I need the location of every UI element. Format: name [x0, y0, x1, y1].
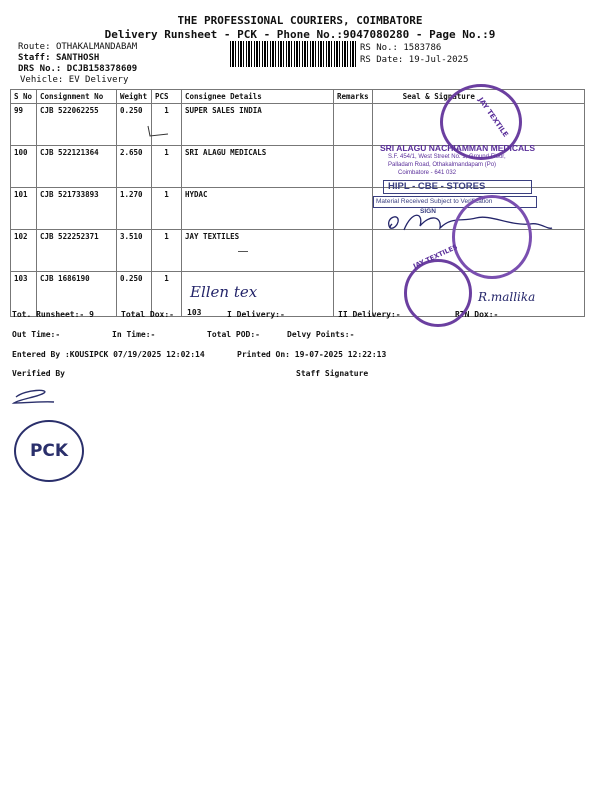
delvy-points: Delvy Points:- [287, 330, 355, 339]
in-time: In Time:- [112, 330, 156, 339]
cell-weight: 3.510 [117, 230, 152, 272]
route-label: Route: [18, 42, 51, 52]
ii-delivery: II Delivery:- [338, 310, 401, 319]
staff-line [18, 53, 99, 63]
vehicle-value: EV Delivery [68, 75, 129, 85]
verified-signature-icon [10, 385, 60, 415]
cell-weight: 0.250 [117, 272, 152, 317]
total-dox-value: 103 [187, 308, 202, 317]
staff-value: SANTHOSH [55, 53, 100, 63]
entered-by: Entered By :KOUSIPCK 07/19/2025 12:02:14 [12, 350, 205, 359]
drs-line [18, 64, 137, 74]
col-sno: S No [11, 90, 37, 104]
cell-pcs: 1 [152, 104, 182, 146]
col-consignment: Consignment No [37, 90, 117, 104]
cell-pcs: 1 [152, 146, 182, 188]
staff-label: Staff: [18, 53, 51, 63]
total-dox-label: Total Dox:- [121, 310, 174, 319]
dash-mark [238, 251, 248, 252]
jay-textile-stamp-text: JAY TEXTILE [476, 96, 510, 139]
col-consignee: Consignee Details [182, 90, 334, 104]
cell-pcs: 1 [152, 230, 182, 272]
cell-consignment: CJB 521733893 [37, 188, 117, 230]
cell-sno: 103 [11, 272, 37, 317]
rs-no-label: RS No.: [360, 43, 398, 53]
tot-runsheet: Tot. Runsheet:- 9 [12, 310, 94, 319]
cell-pcs: 1 [152, 272, 182, 317]
sign-label: SIGN [420, 208, 436, 215]
cell-consignee: SRI ALAGU MEDICALS [182, 146, 334, 188]
rs-date-value: 19-Jul-2025 [408, 55, 469, 65]
cell-consignment: CJB 522062255 [37, 104, 117, 146]
col-pcs: PCS [152, 90, 182, 104]
col-remarks: Remarks [334, 90, 373, 104]
signature-r-mallika: R.mallika [478, 290, 536, 304]
rs-no-value: 1583786 [403, 43, 442, 53]
verified-by: Verified By [12, 369, 65, 378]
cell-remarks [334, 188, 373, 230]
cell-sno: 99 [11, 104, 37, 146]
pck-logo: PCK [14, 420, 84, 482]
out-time: Out Time:- [12, 330, 61, 339]
route-line [18, 42, 137, 52]
rs-no-line [360, 43, 441, 53]
cell-sno: 102 [11, 230, 37, 272]
tick-mark-icon [146, 124, 172, 138]
staff-signature-label: Staff Signature [296, 369, 369, 378]
jay-textiles-stamp-bottom-text: JAY TEXTILES [412, 242, 459, 271]
cell-remarks [334, 146, 373, 188]
barcode [230, 41, 358, 67]
vehicle-label: Vehicle: [20, 75, 64, 85]
hipl-stamp: HIPL - CBE - STORES [383, 180, 532, 194]
cell-sno: 100 [11, 146, 37, 188]
material-stamp: Material Received Subject to Verification [373, 196, 537, 208]
col-weight: Weight [117, 90, 152, 104]
sri-alagu-stamp-line1: S.F. 454/1, West Street No. 1, Ground Floor, [388, 154, 506, 160]
rs-date-line [360, 55, 468, 65]
cell-remarks [334, 104, 373, 146]
col-seal-signature: Seal & Signature [372, 90, 584, 104]
cell-pcs: 1 [152, 188, 182, 230]
total-pod: Total POD:- [207, 330, 260, 339]
drs-value: DCJB158378609 [66, 64, 138, 74]
sri-alagu-stamp-line2: Palladam Road, Othakalmandapam (Po) [388, 162, 497, 168]
sri-alagu-stamp-title: SRI ALAGU NACHIAMMAN MEDICALS [380, 143, 536, 153]
sri-alagu-stamp-line3: Coimbatore - 641 032 [398, 170, 457, 176]
cell-weight: 0.250 [117, 104, 152, 146]
cell-consignment: CJB 1686190 [37, 272, 117, 317]
cell-consignee: HYDAC [182, 188, 334, 230]
cell-consignment: CJB 522252371 [37, 230, 117, 272]
drs-label: DRS No.: [18, 64, 62, 74]
cell-consignee: JAY TEXTILES [182, 230, 334, 272]
round-stamp-middle [452, 195, 532, 279]
rtn-dox: RTN Dox:- [455, 310, 499, 319]
route-value: OTHAKALMANDABAM [55, 42, 138, 52]
cell-weight: 2.650 [117, 146, 152, 188]
company-name: THE PROFESSIONAL COURIERS, COIMBATORE [177, 14, 423, 27]
i-delivery: I Delivery:- [227, 310, 285, 319]
cell-sno: 101 [11, 188, 37, 230]
signature-ellen-tex: Ellen tex [190, 283, 258, 301]
printed-on: Printed On: 19-07-2025 12:22:13 [237, 350, 387, 359]
runsheet-title: Delivery Runsheet - PCK - Phone No.:9047080280 - Page No.:9 [104, 28, 496, 41]
cell-weight: 1.270 [117, 188, 152, 230]
cell-consignment: CJB 522121364 [37, 146, 117, 188]
vehicle-line [20, 75, 128, 85]
cell-remarks [334, 230, 373, 272]
rs-date-label: RS Date: [360, 55, 404, 65]
cell-consignee: SUPER SALES INDIA [182, 104, 334, 146]
